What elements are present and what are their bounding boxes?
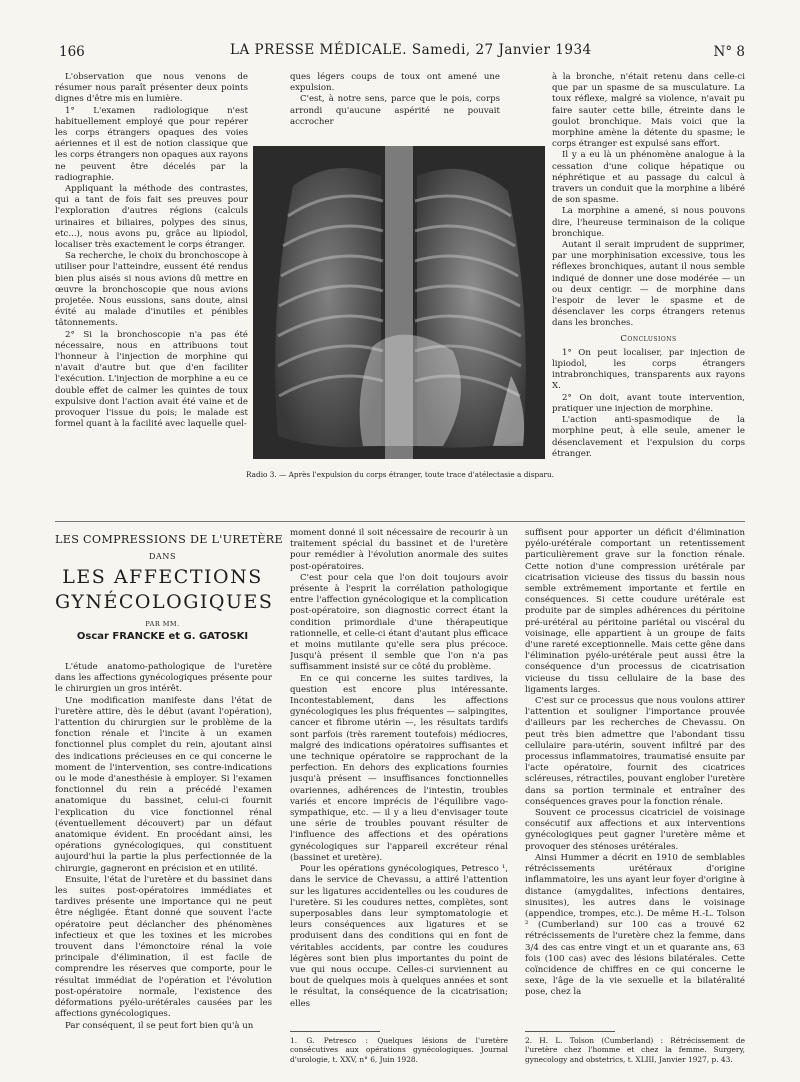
paragraph: C'est pour cela que l'on doit toujours avoir présente à l'esprit la corrélation pathologique entre l'affection gynécologique et la complication post-opératoire, son diagnostic correct étant la condition primordiale d'une thérapeutique rationnelle, et celle-ci étant d'autant plus efficace et moins mutilante qu'elle sera plus précoce. Jusqu'à présent il semble que l'on n'a pas suffisamment insisté sur ce côté du problème. — [290, 572, 508, 673]
issue-date: Samedi, 27 Janvier 1934 — [411, 42, 592, 58]
top-column-1 — [55, 72, 248, 500]
section-divider — [55, 521, 745, 522]
paragraph: 2° Si la bronchoscopie n'a pas été nécessaire, nous en attribuons tout l'honneur à l'injection de morphine qui n'avait d'autre but que d'en faciliter l'exécution. L'injection de morphine a eu ce double effet de calmer les quintes de toux expulsive dont l'action avait été vaine et de provoquer l'issue du pois; le malade est formel quant à la facilité avec laquelle quel- — [55, 329, 248, 430]
paragraph: Par conséquent, il se peut fort bien qu'à un — [65, 1020, 254, 1031]
paragraph: moment donné il soit nécessaire de recourir à un traitement spécial du bassinet et de l'uretère pour remédier à l'évolution anormale des suites post-opératoires. — [290, 528, 508, 572]
paragraph: Sa recherche, le choix du bronchoscope à utiliser pour l'atteindre, eussent été rendus bien plus aisés si nous avions dû mettre en œuvre la bronchoscopie que nous avions projetée. Nous eussions, sans doute, ainsi évité au malade d'inutiles et pénibles tâtonnements. — [55, 251, 248, 329]
article-column-3 — [525, 528, 745, 1028]
article-column-2 — [290, 528, 508, 1028]
article-authors: Oscar FRANCKE et G. GATOSKI — [76, 631, 249, 642]
paragraph: Une modification manifeste dans l'état de l'uretère attire, dès le début (avant l'opération), l'attention du chirurgien sur le problème de la fonction rénale et l'incite à un examen fonctionnel plus complet du rein, ajoutant ainsi des indications précieuses en ce qui concerne le moment de l'intervention, ses contre-indications ou le mode d'anesthésie à employer. Si l'examen fonctionnel du rein a précédé l'examen anatomique du bassinet, celui-ci fournit l'explication du vice fonctionnel rénal (éventuellement découvert) par un défaut anatomique évident. En procédant ainsi, les opérations gynécologiques, qui constituent aujourd'hui la partie la plus perfectionnée de la chirurgie, gagneront en précision et en utilité. — [55, 695, 272, 874]
paragraph: 1° On peut localiser, par injection de lipiodol, les corps étrangers intrabronchiques, transparents aux rayons X. — [552, 347, 745, 392]
paragraph: L'observation que nous venons de résumer nous paraît présenter deux points dignes d'être mis en lumière. — [55, 72, 248, 105]
paragraph: L'étude anatomo-pathologique de l'uretère dans les affections gynécologiques présente pour le chirurgien un gros intérêt. — [55, 662, 272, 695]
article-title-line-1: LES COMPRESSIONS DE L'URETÈRE — [55, 533, 283, 546]
footnote-rule — [290, 1031, 380, 1032]
article-title-line-3: LES AFFECTIONS — [62, 566, 263, 588]
paragraph: ques légers coups de toux ont amené une expulsion. — [290, 72, 500, 94]
article-byline: PAR MM. — [145, 620, 180, 628]
paragraph: Appliquant la méthode des contrastes, qui a tant de fois fait ses preuves pour l'exploration d'autres régions (calculs urinaires et biliaires, polypes des sinus, etc...), nous avons pu, grâce au lipiodol, localiser très exactement le corps étranger. — [55, 184, 248, 251]
paragraph: Il y a eu là un phénomène analogue à la cessation d'une colique hépatique ou néphrétique et au passage du calcul à travers un conduit que la morphine a libéré de son spasme. — [552, 150, 745, 206]
footnote-rule — [525, 1031, 615, 1032]
chest-xray-image — [253, 146, 545, 459]
paragraph: L'action anti-spasmodique de la morphine peut, à elle seule, amener le désenclavement et l'expulsion du corps étranger. — [552, 415, 745, 459]
footnote-1: 1. G. Petresco : Quelques lésions de l'uretère consécutives aux opérations gynécologiques. Journal d'urologie, t. XXV, n° 6, Juin 1928. — [290, 1036, 508, 1064]
paragraph: à la bronche, n'était retenu dans celle-ci que par un spasme de sa musculature. La toux réflexe, malgré sa violence, n'avait pu faire sauter cette bille, étreinte dans le goulot bronchique. Mais voici que la morphine amène la détente du spasme; le corps étranger est expulsé sans effort. — [552, 72, 745, 150]
paragraph: 2° On doit, avant toute intervention, pratiquer une injection de morphine. — [552, 392, 745, 414]
paragraph: Pour les opérations gynécologiques, Petresco ¹, dans le service de Chevassu, a attiré l'attention sur les ligatures accidentelles ou les coudures de l'uretère. Si les coudures nettes, complètes, sont superposables dans leur symptomatologie et leurs conséquences aux ligatures et se produisent dans des conditions qui en font de véritables accidents, par contre les coudures légères sont bien plus importantes du point de vue qui nous occupe. Celles-ci surviennent au bout de quelques mois à quelques années et sont le résultat, la conséquence de la cicatrisation; elles — [290, 864, 508, 1009]
issue-number: N° 8 — [713, 44, 745, 60]
paragraph: suffisent pour apporter un déficit d'élimination pyélo-urétérale comportant un retentissement particulièrement grave sur la fonction rénale. Cette notion d'une compression urétérale par cicatrisation vicieuse des tissus du bassin nous semble extrêmement importante et fertile en conséquences. Si cette coudure urétérale est produite par de simples adhérences du péritoine pré-urétéral au péritoine pariétal ou viscéral du voisinage, elle appartient à un groupe de faits d'une rareté exceptionnelle. Mais cette gêne dans l'élimination pyélo-urétérale peut aussi être la conséquence d'un processus de cicatrisation vicieuse du tissu cellulaire de la base des ligaments larges. — [525, 528, 745, 695]
paragraph: Autant il serait imprudent de supprimer, par une morphinisation excessive, tous les réflexes bronchiques, autant il nous semble indiqué de donner une dose modérée — un ou deux centigr. — de morphine dans l'espoir de lever le spasme et de désenclaver les corps étrangers retenus dans les bronches. — [552, 240, 745, 329]
paragraph: En ce qui concerne les suites tardives, la question est encore plus intéressante. Incontestablement, dans les affections gynécologiques les plus fréquentes — salpingites, cancer et fibrome utérin —, les résultats tardifs sont parfois (très rarement toutefois) médiocres, malgré des indications opératoires suffisantes et une technique opératoire se rapprochant de la perfection. En dehors des explications fournies jusqu'à présent — insuffisances fonctionnelles ovariennes, adhérences de l'intestin, troubles variés et encore imprécis de l'équilibre vago-sympathique, etc. — il y a lieu d'envisager toute une série de troubles pouvant résulter de l'influence des affections et des opérations gynécologiques sur l'appareil excréteur rénal (bassinet et uretère). — [290, 673, 508, 863]
top-column-3 — [552, 72, 745, 500]
top-column-2 — [290, 72, 500, 144]
article-title-line-2: DANS — [148, 552, 177, 561]
footnote-2: 2. H. L. Tolson (Cumberland) : Rétrécissement de l'uretère chez l'homme et chez la femme. Surgery, gynecology and obstetrics, t. XLIII, Janvier 1927, p. 43. — [525, 1036, 745, 1064]
paragraph: 1° L'examen radiologique n'est habituellement employé que pour repérer les corps étrangers opaques des voies aériennes et il est de notion classique que les corps étrangers non opaques aux rayons ne peuvent être décelés par la radiographie. — [55, 105, 248, 183]
radiograph-figure — [253, 146, 545, 459]
paragraph: La morphine a amené, si nous pouvons dire, l'heureuse terminaison de la colique bronchique. — [552, 206, 745, 239]
paragraph: Ensuite, l'état de l'uretère et du bassinet dans les suites post-opératoires immédiates et tardives présente une importance qui ne peut être négligée. Étant donné que souvent l'acte opératoire peut déclancher des phénomènes infectieux et que les toxines et les microbes trouvent dans l'émonctoire rénal la voie principale d'élimination, il est facile de comprendre les réserves que comporte, pour le résultat immédiat de l'opération et l'évolution post-opératoire normale, l'existence des déformations pyélo-urétérales causées par les affections gynécologiques. — [55, 874, 272, 1020]
paragraph: Souvent ce processus cicatriciel de voisinage consécutif aux affections et aux interventions gynécologiques peut gagner l'uretère même et provoquer des sténoses urétérales. — [525, 808, 745, 852]
journal-title — [230, 42, 592, 58]
paragraph: C'est, à notre sens, parce que le pois, corps arrondi qu'aucune aspérité ne pouvait accrocher — [290, 94, 500, 127]
page-number: 166 — [59, 44, 85, 60]
paragraph: Ainsi Hummer a décrit en 1910 de semblables rétrécissements urétéraux d'origine inflammatoire, les uns ayant leur foyer d'origine à distance (amygdalites, infections dentaires, sinusites), les autres dans le voisinage (appendice, trompes, etc.). De même H.-L. Tolson ² (Cumberland) sur 100 cas a trouvé 62 rétrécissements de l'uretère chez la femme, dans 3/4 des cas entre vingt et un et quarante ans, 63 fois (100 cas) avec des lésions bilatérales. Cette coïncidence de chiffres en ce qui concerne le sexe, l'âge de la vie sexuelle et la bilatéralité pose, chez la — [525, 852, 745, 998]
conclusions-heading: Conclusions — [620, 333, 677, 344]
figure-caption: Radio 3. — Après l'expulsion du corps étranger, toute trace d'atélectasie a disparu. — [246, 470, 554, 479]
article-column-1 — [55, 662, 272, 1072]
article-title-line-4: GYNÉCOLOGIQUES — [55, 591, 274, 613]
paragraph: C'est sur ce processus que nous voulons attirer l'attention et souligner l'importance prouvée d'ailleurs par les recherches de Chevassu. On peut très bien admettre que l'abondant tissu cellulaire para-utérin, souvent infiltré par des processus inflammatoires, traumatisé ensuite par l'acte opératoire, fournit des cicatrices scléreuses, rétractiles, pouvant englober l'uretère dans sa portion terminale et entraîner des conséquences graves pour la fonction rénale. — [525, 696, 745, 807]
page-header — [55, 42, 745, 62]
journal-name: LA PRESSE MÉDICALE. — [230, 42, 408, 58]
